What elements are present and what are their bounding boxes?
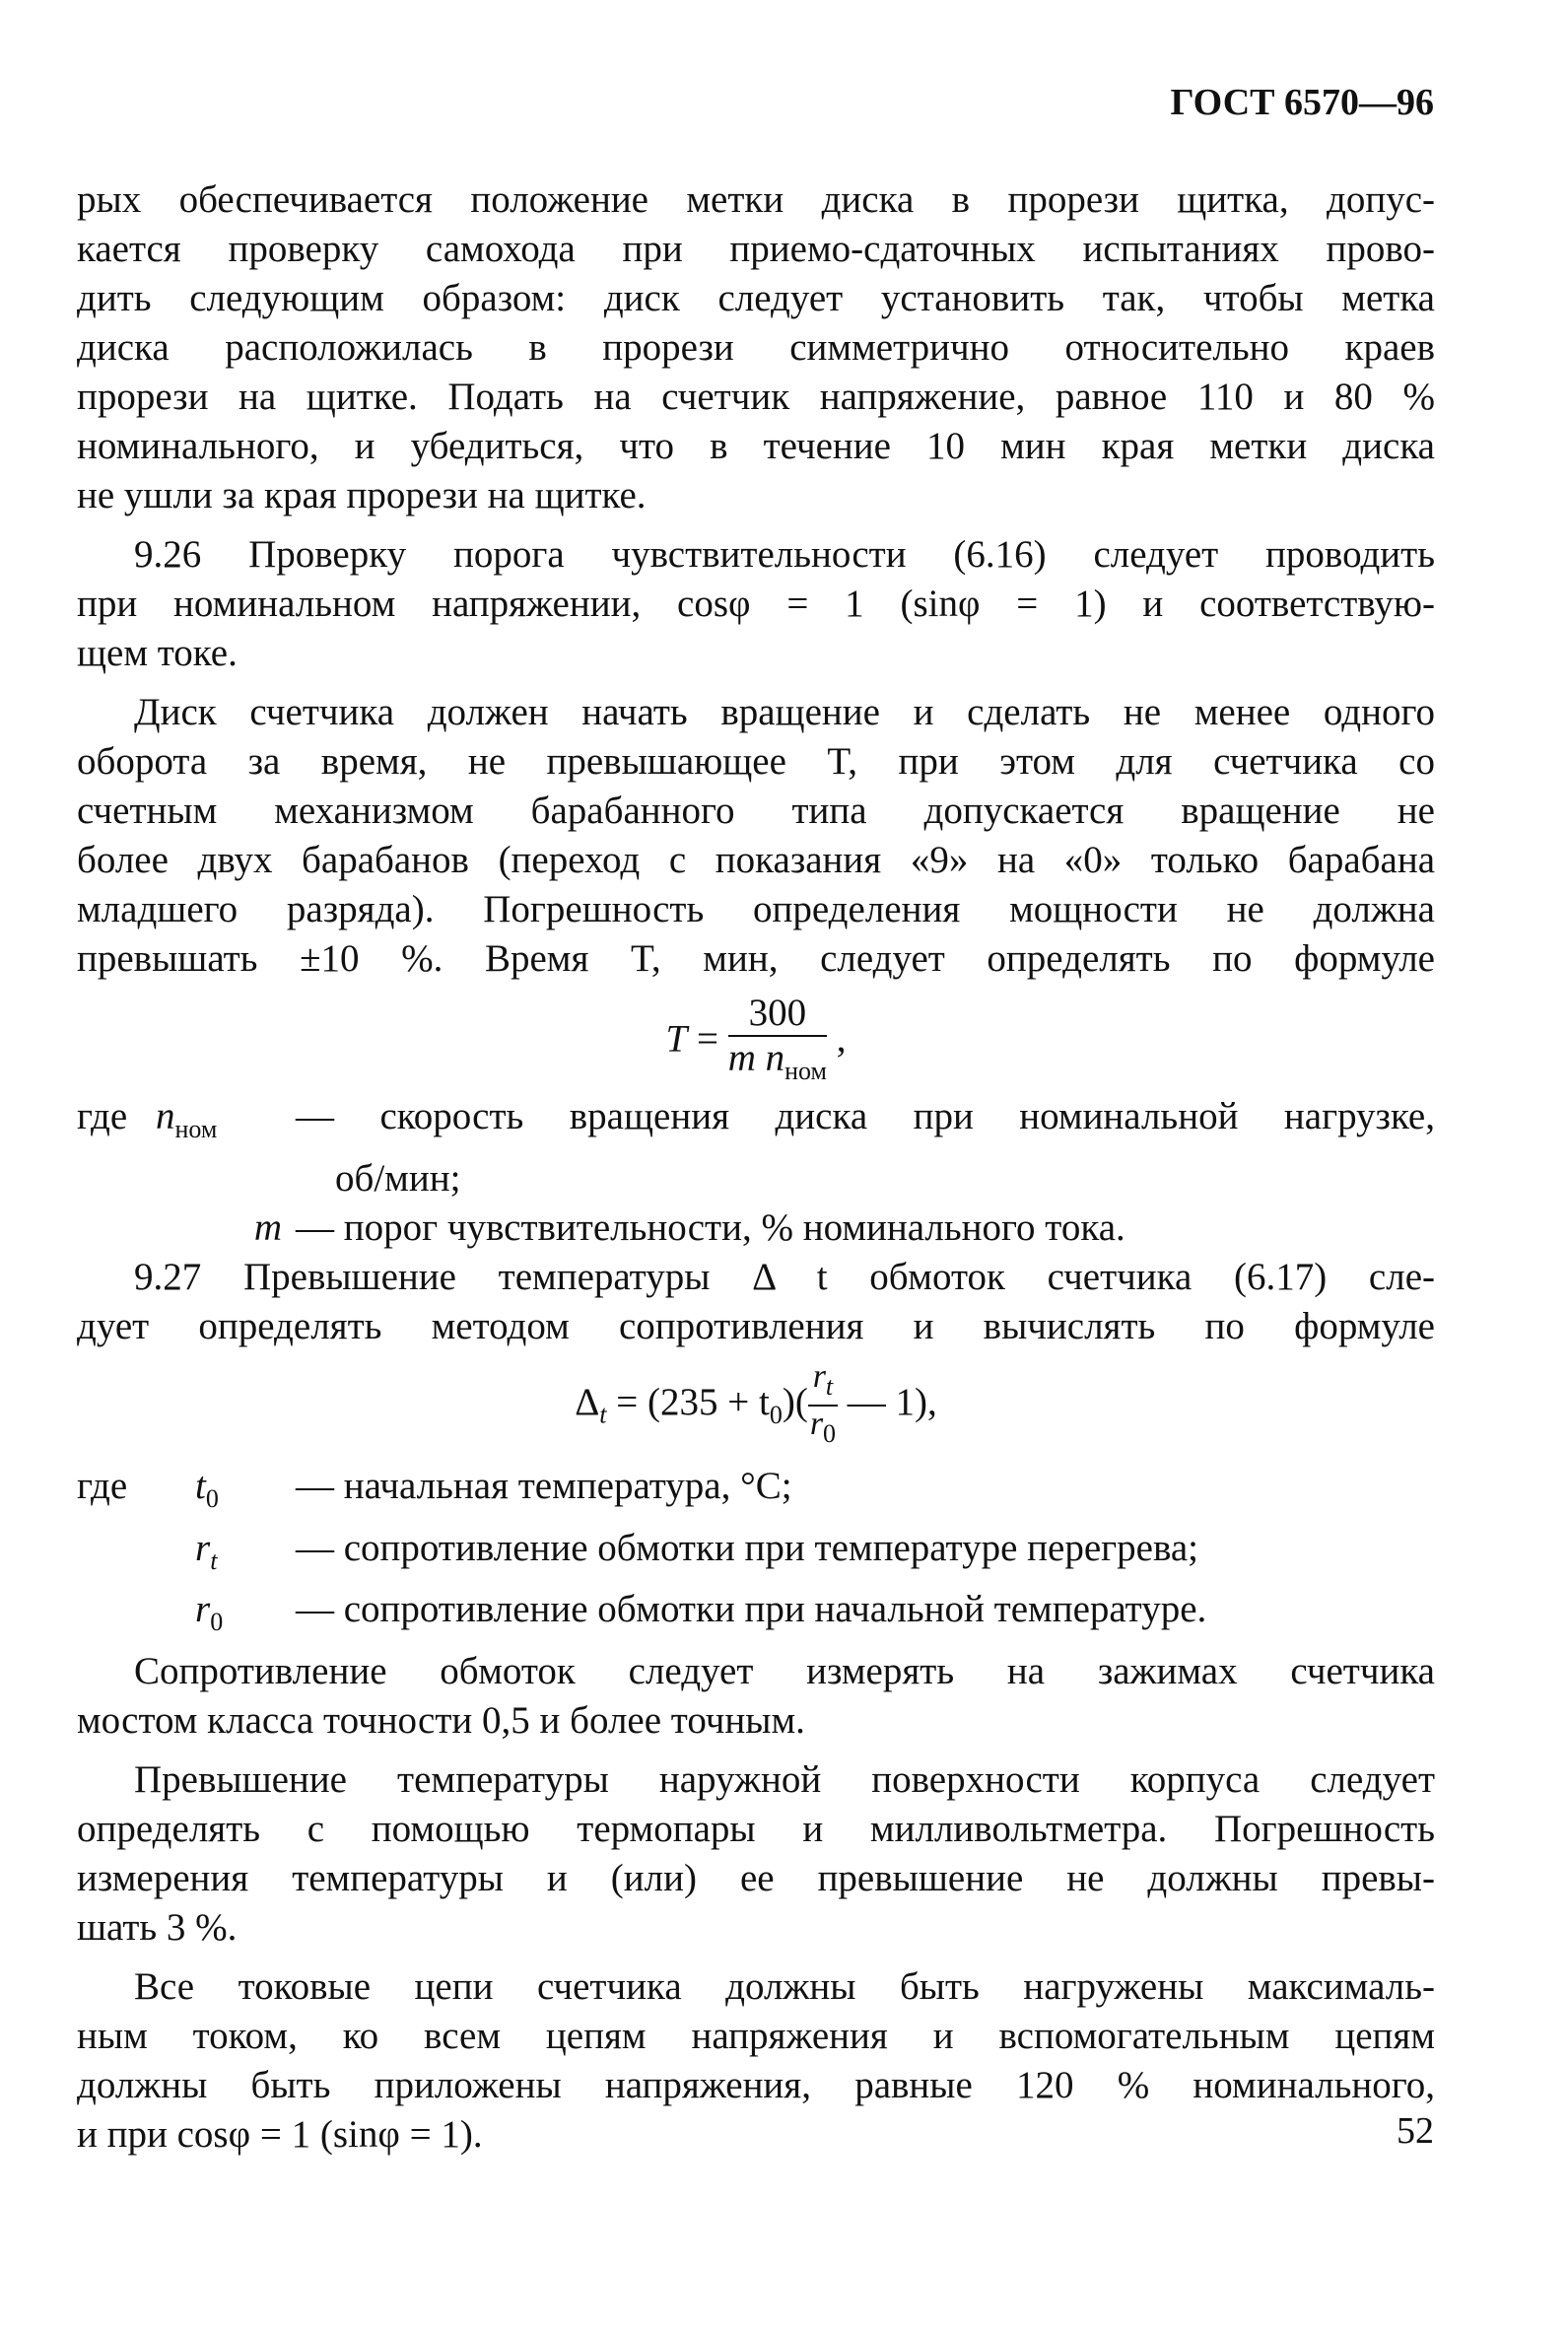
formula-delta — [77, 1359, 1435, 1462]
definition-text-cont: об/мин; — [335, 1156, 461, 1200]
text-line: диска расположилась в прорези симметрично относительно краев — [77, 326, 1435, 369]
text-line: измерения температуры и (или) ее превышение не должны превы- — [77, 1857, 1435, 1900]
text-line: превышать ±10 %. Время T, мин, следует определять по формуле — [77, 937, 1435, 980]
where-label: где — [77, 1095, 128, 1137]
text-line: щем токе. — [77, 632, 238, 674]
text-line: оборота за время, не превышающее T, при этом для счетчика со — [77, 740, 1435, 783]
definitions-delta — [77, 1462, 1435, 1647]
subscript: ном — [784, 1056, 827, 1085]
text-line: более двух барабанов (переход с показания «9» на «0» только барабана — [77, 839, 1435, 881]
text-line: мостом класса точности 0,5 и более точным. — [77, 1699, 805, 1743]
definition-symbol: $r_t$ — [195, 1526, 218, 1575]
definition-row — [77, 1524, 1435, 1586]
text-line: рых обеспечивается положение метки диска в прорези щитка, допус- — [77, 178, 1435, 221]
formula-lhs: T — [665, 1017, 688, 1061]
text-line: и при cosφ = 1 (sinφ = 1). — [77, 2113, 483, 2157]
clause-9-26 — [77, 530, 1435, 678]
symbol: m — [253, 1205, 282, 1249]
definition-row — [77, 1462, 1435, 1524]
symbol-n: n — [765, 1037, 785, 1079]
surface-paragraph — [77, 1755, 1435, 1953]
text-line: 9.26 Проверку порога чувствительности (6.16) следует проводить — [134, 533, 1435, 576]
text-line: ным током, ко всем цепям напряжения и вспомогательным цепям — [77, 2015, 1435, 2058]
formula-eq: = — [696, 1017, 718, 1061]
subscript: 0 — [769, 1400, 783, 1429]
formula-fraction — [728, 992, 827, 1093]
text-line: прорези на щитке. Подать на счетчик напряжение, равное 110 и 80 % — [77, 376, 1435, 418]
formula-mid: = $(235 + t_0)$( — [616, 1380, 808, 1429]
definition-symbol: $r_0$ — [195, 1588, 224, 1637]
definition-text: — сопротивление обмотки при начальной температуре. — [296, 1588, 1207, 1631]
definition-row — [77, 1203, 1435, 1253]
text-line: Диск счетчика должен начать вращение и сделать не менее одного — [134, 691, 1435, 733]
definitions-T — [77, 1092, 1435, 1253]
definition-text: — порог чувствительности, % номинального тока. — [296, 1205, 1125, 1249]
fraction-numerator: $r_t$ — [808, 1359, 838, 1407]
formula-fraction — [808, 1359, 838, 1452]
body-text — [77, 175, 1435, 2160]
definition-symbol: $t_0$ — [195, 1464, 219, 1513]
fraction-numerator: 300 — [728, 992, 827, 1037]
page-number: 52 — [1397, 2110, 1434, 2152]
subscript: t — [599, 1400, 607, 1429]
clause-9-27 — [77, 1253, 1435, 1351]
definition-row — [77, 1154, 1435, 1203]
text-line: кается проверку самохода при приемо-сдаточных испытаниях прово- — [77, 228, 1435, 270]
disk-paragraph — [77, 688, 1435, 984]
text-line: Превышение температуры наружной поверхности корпуса следует — [134, 1758, 1435, 1802]
text-line: определять с помощью термопары и милливольтметра. Погрешность — [77, 1808, 1435, 1851]
text-line: шать 3 %. — [77, 1906, 238, 1950]
fraction-denominator — [728, 1037, 827, 1093]
definition-symbol — [156, 1203, 296, 1253]
text-line: счетным механизмом барабанного типа допускается вращение не — [77, 790, 1435, 832]
where-label: где — [77, 1464, 128, 1507]
definition-text: — сопротивление обмотки при температуре перегрева; — [296, 1526, 1198, 1569]
symbol: n — [156, 1095, 175, 1137]
formula-tail: — 1), — [847, 1380, 937, 1423]
text-line: дить следующим образом: диск следует установить так, чтобы метка — [77, 277, 1435, 319]
subscript: ном — [174, 1114, 218, 1143]
formula-tail: , — [836, 1017, 847, 1061]
definition-text: — скорость вращения диска при номинальной нагрузке, — [296, 1095, 1435, 1137]
definition-row — [77, 1092, 1435, 1154]
text-line: не ушли за края прорези на щитке. — [77, 474, 647, 516]
text-line: Все токовые цепи счетчика должны быть нагружены максималь- — [134, 1965, 1435, 2009]
intro-paragraph — [77, 175, 1435, 520]
text-line: младшего разряда). Погрешность определения мощности не должна — [77, 888, 1435, 930]
text-line: должны быть приложены напряжения, равные 120 % номинального, — [77, 2064, 1435, 2107]
symbol-m: m — [727, 1037, 756, 1079]
formula-lhs: Δ — [575, 1380, 600, 1423]
text-line: при номинальном напряжении, cosφ = 1 (sinφ = 1) и соответствую- — [77, 583, 1435, 625]
text-line: 9.27 Превышение температуры Δ t обмоток счетчика (6.17) сле- — [134, 1255, 1435, 1298]
resistance-paragraph — [77, 1647, 1435, 1746]
document-header: ГОСТ 6570—96 — [1170, 82, 1434, 123]
text-line: Сопротивление обмоток следует измерять на зажимах счетчика — [134, 1650, 1435, 1693]
definition-text: — начальная температура, °С; — [296, 1464, 792, 1507]
fraction-denominator: $r_0$ — [809, 1405, 837, 1448]
formula-T — [77, 992, 1435, 1088]
text-line: дует определять методом сопротивления и вычислять по формуле — [77, 1304, 1435, 1347]
definition-row — [77, 1585, 1435, 1647]
definition-symbol — [156, 1092, 296, 1154]
text-line: номинального, и убедиться, что в течение 10 мин края метки диска — [77, 425, 1435, 467]
